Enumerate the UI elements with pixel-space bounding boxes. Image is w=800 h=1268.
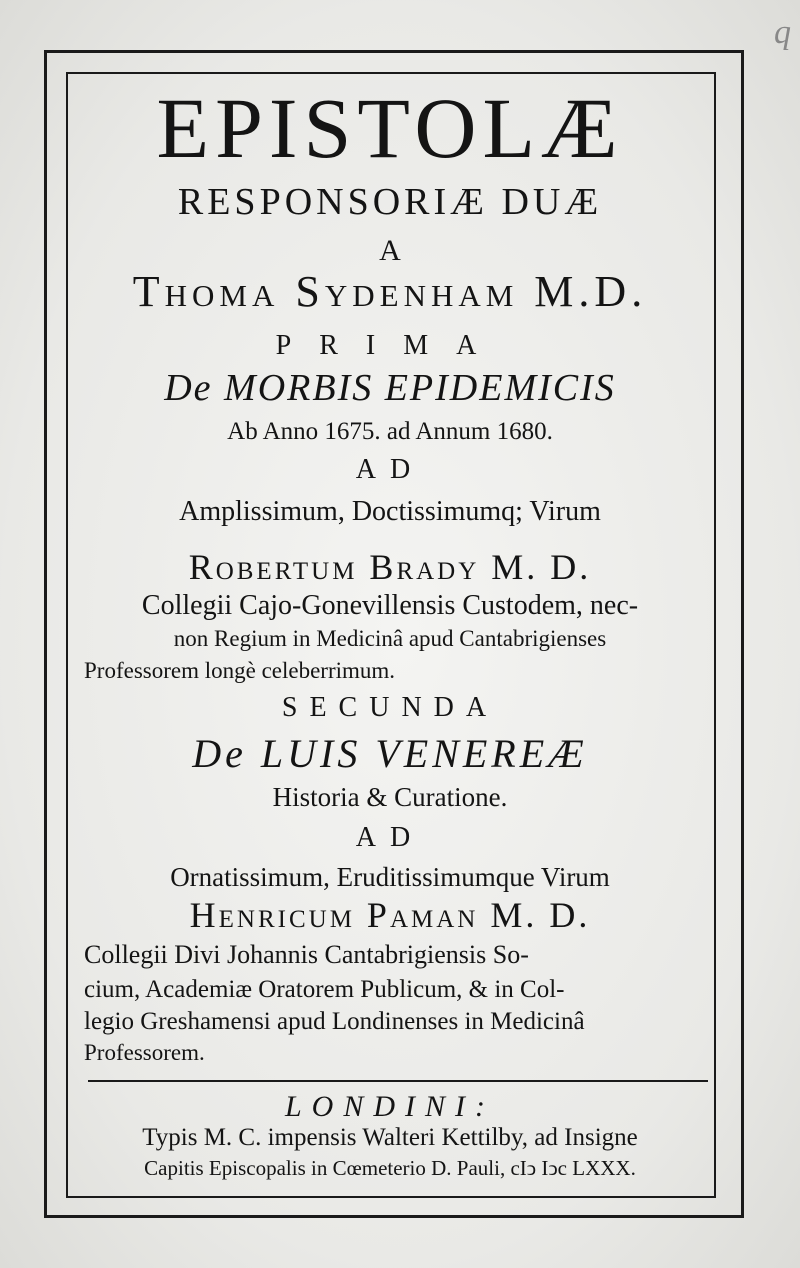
first-desc-2: non Regium in Medicinâ apud Cantabrigienses (173, 626, 607, 651)
margin-mark: q (774, 14, 791, 51)
first-ad: AD (355, 454, 425, 485)
first-heading: PRIMA (275, 330, 505, 361)
second-desc-2: cium, Academiæ Oratorem Publicum, & in Col- (84, 976, 565, 1003)
imprint-line-2: Capitis Episcopalis in Cœmeterio D. Pauli, cIↄ Iↄc LXXX. (144, 1156, 636, 1180)
first-years: Ab Anno 1675. ad Annum 1680. (227, 418, 553, 445)
title-a: A (379, 234, 401, 267)
second-desc-4: Professorem. (84, 1040, 205, 1065)
second-address: Ornatissimum, Eruditissimumque Virum (170, 862, 610, 892)
imprint-rule (88, 1080, 708, 1082)
first-address: Amplissimum, Doctissimumq; Virum (179, 496, 601, 527)
author: Thoma Sydenham M.D. (132, 267, 648, 316)
imprint-city: LONDINI: (284, 1090, 495, 1123)
title-sub: RESPONSORIÆ DUÆ (177, 181, 603, 223)
first-desc-1: Collegii Cajo-Gonevillensis Custodem, nec- (141, 590, 639, 621)
second-topic: Historia & Curatione. (272, 782, 508, 812)
second-subject: De LUIS VENEREÆ (192, 731, 588, 776)
second-recipient: Henricum Paman M. D. (189, 895, 591, 935)
second-heading: SECUNDA (281, 692, 499, 723)
first-subject: De MORBIS EPIDEMICIS (164, 367, 616, 409)
imprint-line-1: Typis M. C. impensis Walteri Kettilby, ad Insigne (142, 1124, 638, 1151)
second-desc-1: Collegii Divi Johannis Cantabrigiensis So- (84, 940, 529, 969)
title-main: EPISTOLÆ (156, 80, 624, 176)
first-desc-3: Professorem longè celeberrimum. (84, 658, 396, 683)
second-desc-3: legio Greshamensi apud Londinenses in Medicinâ (84, 1008, 585, 1035)
second-ad: AD (355, 822, 425, 853)
first-recipient: Robertum Brady M. D. (188, 547, 592, 587)
